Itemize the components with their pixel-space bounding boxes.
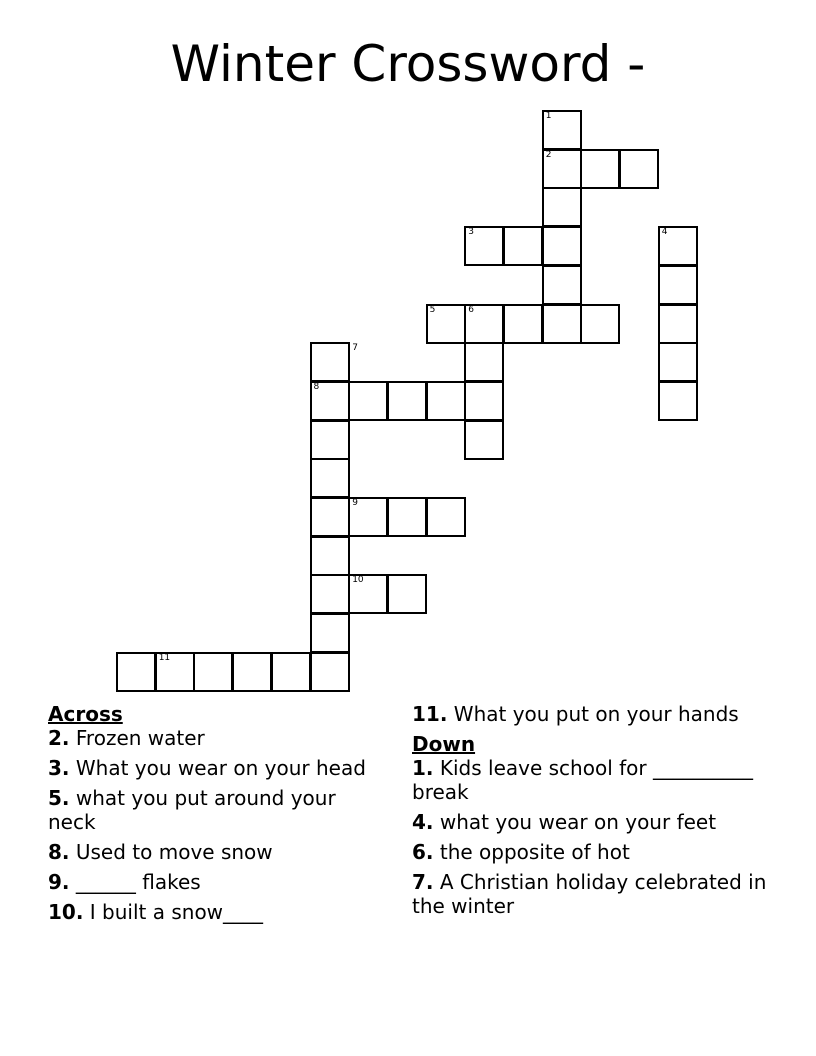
grid-cell[interactable] [271, 652, 311, 692]
grid-cell[interactable] [464, 420, 504, 460]
down-clue-list [412, 756, 772, 918]
clue-number-label: 11 [158, 652, 171, 663]
grid-cell[interactable] [193, 652, 233, 692]
across-heading: Across [48, 702, 123, 726]
grid-cell[interactable] [348, 381, 388, 421]
clue-number-label: 5 [429, 304, 436, 315]
clues-right-column [412, 702, 772, 924]
clue-number: 4. [412, 810, 434, 834]
grid-cell[interactable] [542, 265, 582, 305]
clue-item [48, 726, 388, 750]
clue-number-label: 2 [545, 149, 552, 160]
clue-item [48, 870, 388, 894]
clue-item [48, 786, 388, 834]
grid-cell[interactable] [116, 652, 156, 692]
grid-cell[interactable] [310, 342, 350, 382]
clue-item [412, 870, 772, 918]
grid-cell[interactable] [542, 187, 582, 227]
clue-item [412, 702, 772, 726]
clue-number-label: 3 [468, 227, 475, 238]
clue-number: 6. [412, 840, 434, 864]
grid-cell[interactable] [580, 149, 620, 189]
clue-number: 11. [412, 702, 448, 726]
clue-text: Kids leave school for __________ break [412, 756, 753, 804]
clue-number-label: 1 [545, 111, 552, 121]
clue-item [48, 900, 388, 924]
grid-cell[interactable] [310, 420, 350, 460]
clue-number-label: 8 [313, 381, 320, 392]
clue-item [412, 756, 772, 804]
clue-text: what you put around your neck [48, 786, 336, 834]
clue-text: the opposite of hot [433, 840, 630, 864]
clue-number: 8. [48, 840, 70, 864]
grid-cell[interactable] [619, 149, 659, 189]
grid-cell[interactable] [580, 304, 620, 344]
clue-number-label: 10 [352, 575, 364, 586]
grid-cell[interactable] [387, 574, 427, 614]
clue-number: 1. [412, 756, 434, 780]
grid-cell[interactable] [503, 304, 543, 344]
across-clue-list [48, 726, 388, 924]
grid-cell[interactable] [503, 226, 543, 266]
grid-cell[interactable] [658, 342, 698, 382]
grid-cell[interactable] [387, 497, 427, 537]
grid-cell[interactable] [426, 497, 466, 537]
clue-number-label: 6 [468, 304, 475, 315]
grid-cell[interactable] [310, 458, 350, 498]
clue-text: I built a snow____ [83, 900, 264, 924]
grid-cell[interactable] [310, 536, 350, 576]
grid-cell[interactable] [426, 381, 466, 421]
grid-cell[interactable] [310, 613, 350, 653]
clue-number-label: 9 [352, 498, 358, 508]
grid-cell[interactable] [658, 381, 698, 421]
grid-cell[interactable] [310, 574, 350, 614]
grid-cell[interactable] [464, 342, 504, 382]
clue-text: A Christian holiday celebrated in the winter [412, 870, 767, 918]
clue-text: What you put on your hands [447, 702, 739, 726]
grid-cell[interactable] [658, 304, 698, 344]
grid-cell[interactable] [310, 497, 350, 537]
clue-item [48, 756, 388, 780]
clues-left-column [48, 702, 388, 930]
clue-text: Frozen water [69, 726, 205, 750]
grid-cell[interactable] [464, 381, 504, 421]
clue-number: 5. [48, 786, 70, 810]
clue-number-label: 4 [661, 227, 668, 238]
clue-text: ______ flakes [69, 870, 201, 894]
clue-number: 10. [48, 900, 84, 924]
page-title: Winter Crossword - [170, 35, 646, 93]
grid-cell[interactable] [232, 652, 272, 692]
clue-number: 7. [412, 870, 434, 894]
clue-item [412, 810, 772, 834]
grid-cell[interactable] [542, 226, 582, 266]
grid-cell[interactable] [658, 265, 698, 305]
grid-cell[interactable] [387, 381, 427, 421]
clue-text: Used to move snow [69, 840, 273, 864]
clue-number: 3. [48, 756, 70, 780]
clue-text: What you wear on your head [69, 756, 366, 780]
clue-item [48, 840, 388, 864]
clue-number-label: 7 [352, 343, 358, 354]
clue-text: what you wear on your feet [433, 810, 717, 834]
across-clue-list-continued [412, 702, 772, 726]
grid-cell[interactable] [542, 304, 582, 344]
down-heading: Down [412, 732, 476, 756]
clue-number: 9. [48, 870, 70, 894]
clue-item [412, 840, 772, 864]
clue-number: 2. [48, 726, 70, 750]
grid-cell[interactable] [310, 652, 350, 692]
